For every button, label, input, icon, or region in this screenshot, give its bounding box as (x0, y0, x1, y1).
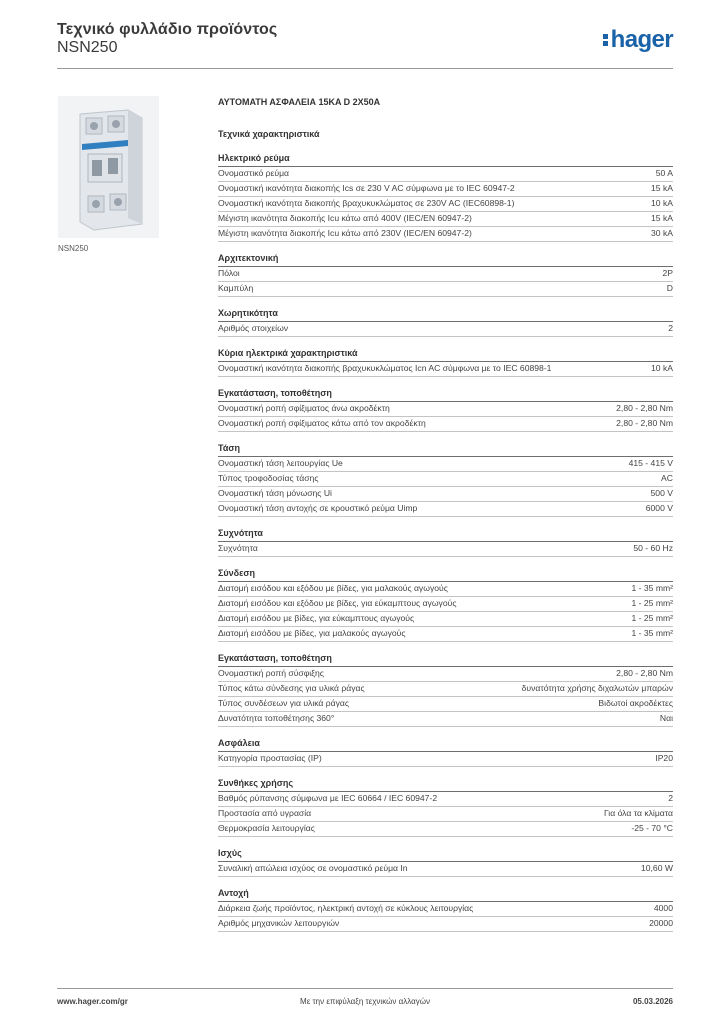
spec-label: Ονομαστική τάση μόνωσης Ui (218, 488, 332, 498)
spec-label: Ονομαστική τάση αντοχής σε κρουστικό ρεύμα Uimp (218, 503, 418, 513)
section-title: Ασφάλεια (218, 738, 673, 752)
spec-row (218, 282, 673, 297)
spec-row (218, 862, 673, 877)
spec-row (218, 472, 673, 487)
spec-row (218, 487, 673, 502)
spec-value: 2,80 - 2,80 Nm (616, 403, 673, 413)
section-title: Συχνότητα (218, 528, 673, 542)
spec-row (218, 902, 673, 917)
page-header (57, 20, 673, 68)
spec-label: Ονομαστική ροπή σφίξιματος άνω ακροδέκτη (218, 403, 390, 413)
spec-row (218, 712, 673, 727)
section-title: Χωρητικότητα (218, 308, 673, 322)
spec-label: Βαθμός ρύπανσης σύμφωνα με IEC 60664 / IEC 60947-2 (218, 793, 438, 803)
spec-row (218, 167, 673, 182)
section-title: Τάση (218, 443, 673, 457)
spec-row (218, 402, 673, 417)
section-title: Ισχύς (218, 848, 673, 862)
spec-row (218, 667, 673, 682)
spec-label: Θερμοκρασία λειτουργίας (218, 823, 315, 833)
spec-value: Για όλα τα κλίματα (603, 808, 673, 818)
spec-value: 10 kA (651, 363, 673, 373)
spec-label: Συχνότητα (218, 543, 258, 553)
spec-row (218, 807, 673, 822)
spec-value: 415 - 415 V (628, 458, 673, 468)
spec-label: Ονομαστικό ρεύμα (218, 168, 289, 178)
spec-value: 10 kA (651, 198, 673, 208)
spec-value: 2 (668, 793, 673, 803)
spec-value: 10,60 W (640, 863, 673, 873)
spec-label: Διατομή εισόδου και εξόδου με βίδες, για εύκαμπτους αγωγούς (218, 598, 457, 608)
spec-row (218, 597, 673, 612)
section-title: Εγκατάσταση, τοποθέτηση (218, 653, 673, 667)
spec-row (218, 917, 673, 932)
hager-logo (603, 26, 673, 54)
spec-value: 500 V (650, 488, 673, 498)
spec-value: 50 A (655, 168, 673, 178)
spec-value: 1 - 35 mm² (631, 628, 673, 638)
spec-label: Διάρκεια ζωής προϊόντος, ηλεκτρική αντοχή σε κύκλους λειτουργίας (218, 903, 474, 913)
spec-value: 4000 (653, 903, 673, 913)
spec-label: Τύπος συνδέσεων για υλικά ράγας (218, 698, 350, 708)
spec-row (218, 697, 673, 712)
main-section-title: Τεχνικά χαρακτηριστικά (218, 129, 320, 139)
spec-row (218, 822, 673, 837)
page-footer (57, 997, 673, 1011)
spec-value: 50 - 60 Hz (633, 543, 673, 553)
spec-row (218, 457, 673, 472)
spec-value: 15 kA (651, 213, 673, 223)
spec-label: Διατομή εισόδου και εξόδου με βίδες, για μαλακούς αγωγούς (218, 583, 448, 593)
spec-label: Ονομαστική τάση λειτουργίας Ue (218, 458, 343, 468)
spec-row (218, 322, 673, 337)
spec-value: 2P (662, 268, 673, 278)
spec-label: Ονομαστική ροπή σφίξιματος κάτω από τον ακροδέκτη (218, 418, 426, 428)
spec-label: Τύπος κάτω σύνδεσης για υλικά ράγας (218, 683, 365, 693)
spec-value: 1 - 25 mm² (631, 613, 673, 623)
spec-value: 2,80 - 2,80 Nm (616, 668, 673, 678)
spec-row (218, 197, 673, 212)
spec-label: Διατομή εισόδου με βίδες, για εύκαμπτους αγωγούς (218, 613, 415, 623)
spec-value: Βιδωτοί ακροδέκτες (598, 698, 673, 708)
spec-value: 30 kA (651, 228, 673, 238)
spec-value: 2 (668, 323, 673, 333)
spec-row (218, 212, 673, 227)
section-title: Αντοχή (218, 888, 673, 902)
spec-label: Δυνατότητα τοποθέτησης 360° (218, 713, 335, 723)
spec-label: Μέγιστη ικανότητα διακοπής Icu κάτω από 400V (IEC/EN 60947-2) (218, 213, 472, 223)
spec-row (218, 182, 673, 197)
product-name: ΑΥΤΟΜΑΤΗ ΑΣΦΑΛΕΙΑ 15KA D 2X50A (218, 97, 381, 107)
spec-label: Προστασία από υγρασία (218, 808, 312, 818)
spec-row (218, 682, 673, 697)
spec-label: Καμπύλη (218, 283, 254, 293)
spec-row (218, 227, 673, 242)
spec-row (218, 582, 673, 597)
section-title: Συνθήκες χρήσης (218, 778, 673, 792)
spec-value: D (666, 283, 673, 293)
spec-row (218, 752, 673, 767)
spec-label: Διατομή εισόδου με βίδες, για μαλακούς αγωγούς (218, 628, 406, 638)
spec-value: Ναι (659, 713, 673, 723)
spec-label: Κατηγορία προστασίας (IP) (218, 753, 322, 763)
product-image (58, 96, 159, 238)
spec-value: 6000 V (645, 503, 673, 513)
spec-label: Ονομαστική ικανότητα διακοπής Ics σε 230 V AC σύμφωνα με το IEC 60947-2 (218, 183, 515, 193)
spec-value: δυνατότητα χρήσης διχαλωτών μπαρών (521, 683, 673, 693)
logo-mark-icon (603, 29, 609, 49)
spec-label: Ονομαστική ικανότητα διακοπής βραχυκυκλώματος Icn AC σύμφωνα με το IEC 60898-1 (218, 363, 552, 373)
spec-label: Αριθμός στοιχείων (218, 323, 289, 333)
spec-label: Πόλοι (218, 268, 240, 278)
spec-value: -25 - 70 °C (631, 823, 673, 833)
product-image-caption: NSN250 (58, 244, 89, 253)
product-code: NSN250 (57, 39, 118, 56)
section-title: Σύνδεση (218, 568, 673, 582)
section-title: Αρχιτεκτονική (218, 253, 673, 267)
section-title: Ηλεκτρικό ρεύμα (218, 153, 673, 167)
spec-value: 2,80 - 2,80 Nm (616, 418, 673, 428)
spec-value: 1 - 35 mm² (631, 583, 673, 593)
spec-content (218, 96, 673, 932)
spec-value: IP20 (655, 753, 673, 763)
spec-row (218, 542, 673, 557)
spec-row (218, 627, 673, 642)
document-title: Τεχνικό φυλλάδιο προϊόντος (57, 21, 278, 38)
spec-row (218, 362, 673, 377)
spec-label: Ονομαστική ικανότητα διακοπής βραχυκυκλώματος σε 230V AC (IEC60898-1) (218, 198, 515, 208)
spec-row (218, 417, 673, 432)
spec-value: 1 - 25 mm² (631, 598, 673, 608)
spec-row (218, 612, 673, 627)
spec-label: Αριθμός μηχανικών λειτουργιών (218, 918, 340, 928)
circuit-breaker-illustration (58, 96, 159, 238)
spec-row (218, 267, 673, 282)
section-title: Εγκατάσταση, τοποθέτηση (218, 388, 673, 402)
spec-value: 15 kA (651, 183, 673, 193)
footer-date: 05.03.2026 (632, 997, 673, 1006)
spec-row (218, 792, 673, 807)
spec-value: 20000 (649, 918, 673, 928)
spec-label: Μέγιστη ικανότητα διακοπής Icu κάτω από 230V (IEC/EN 60947-2) (218, 228, 472, 238)
spec-label: Συναλική απώλεια ισχύος σε ονομαστικό ρεύμα In (218, 863, 408, 873)
logo-text: hager (610, 26, 673, 53)
footer-website[interactable]: www.hager.com/gr (57, 997, 128, 1006)
spec-value: AC (661, 473, 673, 483)
header-divider (57, 68, 673, 69)
footer-note: Με την επιφύλαξη τεχνικών αλλαγών (300, 997, 430, 1006)
spec-row (218, 502, 673, 517)
spec-sections (218, 153, 673, 932)
spec-label: Ονομαστική ροπή σύσφιξης (218, 668, 324, 678)
spec-label: Τύπος τροφοδοσίας τάσης (218, 473, 319, 483)
section-title: Κύρια ηλεκτρικά χαρακτηριστικά (218, 348, 673, 362)
footer-divider (57, 988, 673, 989)
